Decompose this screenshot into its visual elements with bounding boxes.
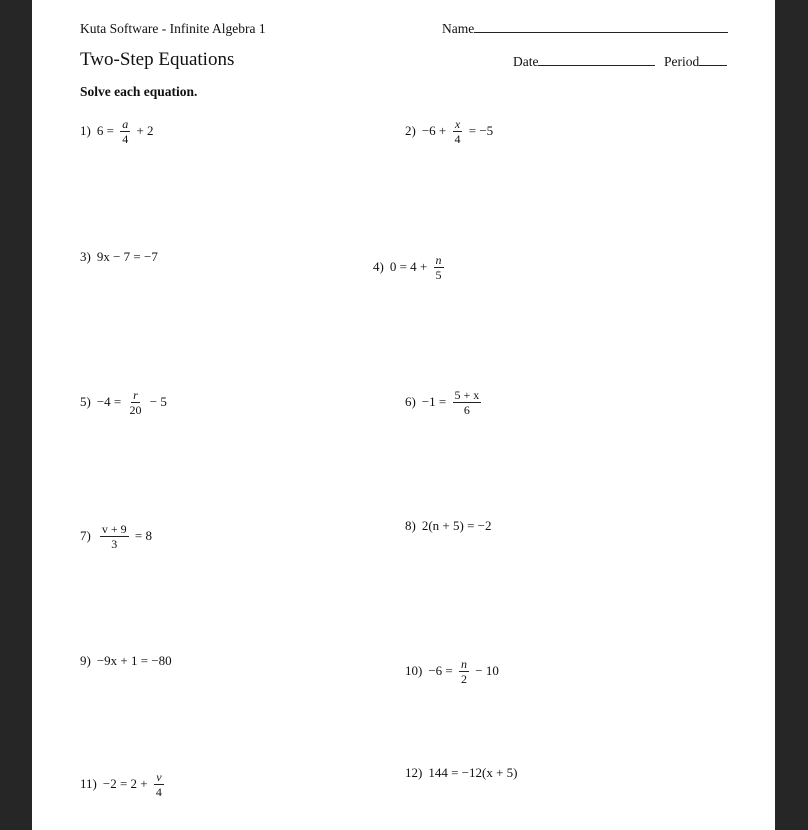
equation-text: −9x + 1 = −80 [96, 653, 172, 668]
period-blank [699, 64, 727, 66]
problem-number: 6) [405, 394, 416, 409]
fraction [128, 388, 144, 417]
problem-number: 5) [80, 394, 91, 409]
problem-number: 10) [405, 663, 423, 678]
problem-3 [80, 240, 158, 274]
numerator: a [122, 116, 129, 131]
period-field [664, 54, 727, 70]
numerator: r [133, 387, 138, 402]
problem-12 [405, 756, 518, 790]
problem-6 [405, 385, 484, 419]
fraction [100, 522, 129, 551]
problem-7 [80, 519, 152, 553]
equation-text: 2(n + 5) = −2 [421, 518, 492, 533]
name-field [442, 21, 728, 37]
problem-number: 3) [80, 249, 91, 264]
equation-text: −6 = [428, 663, 457, 678]
problem-number: 12) [405, 765, 423, 780]
numerator: v [156, 769, 162, 784]
equation-text: − 10 [472, 663, 499, 678]
problem-number: 7) [80, 528, 91, 543]
denominator: 4 [454, 131, 461, 146]
problem-number: 2) [405, 123, 416, 138]
numerator: v + 9 [101, 521, 127, 536]
equation-text: 0 = 4 + [389, 259, 431, 274]
problem-8 [405, 509, 492, 543]
equation-text: = 8 [131, 528, 152, 543]
date-label: Date [513, 54, 539, 69]
denominator: 6 [463, 402, 470, 417]
denominator: 4 [122, 131, 129, 146]
problem-4 [373, 250, 447, 284]
numerator: n [461, 656, 468, 671]
instructions: Solve each equation. [80, 84, 198, 99]
date-field [513, 54, 655, 70]
equation-text: 144 = −12(x + 5) [428, 765, 518, 780]
denominator: 20 [129, 402, 142, 417]
denominator: 5 [435, 267, 442, 282]
numerator: n [435, 252, 442, 267]
problem-number: 8) [405, 518, 416, 533]
equation-text: = −5 [465, 123, 494, 138]
denominator: 3 [111, 536, 118, 551]
worksheet-page [32, 0, 775, 830]
fraction [154, 770, 164, 799]
problem-number: 1) [80, 123, 91, 138]
name-label: Name [442, 21, 475, 36]
problem-1 [80, 114, 154, 148]
problem-10 [405, 654, 499, 688]
equation-text: 9x − 7 = −7 [96, 249, 158, 264]
equation-text: −2 = 2 + [102, 776, 151, 791]
name-blank [474, 31, 728, 33]
worksheet-title: Two-Step Equations [80, 49, 235, 70]
fraction [434, 253, 444, 282]
equation-text: − 5 [146, 394, 167, 409]
equation-text: −4 = [96, 394, 125, 409]
denominator: 2 [461, 671, 468, 686]
period-label: Period [664, 54, 700, 69]
fraction [453, 388, 482, 417]
problem-2 [405, 114, 493, 148]
numerator: x [454, 116, 461, 131]
numerator: 5 + x [454, 387, 480, 402]
denominator: 4 [155, 784, 162, 799]
publisher-label: Kuta Software - Infinite Algebra 1 [80, 21, 266, 36]
equation-text: −6 + [421, 123, 450, 138]
fraction [459, 657, 469, 686]
equation-text: 6 = [96, 123, 118, 138]
equation-text: −1 = [421, 394, 450, 409]
equation-text: + 2 [133, 123, 154, 138]
problem-5 [80, 385, 167, 419]
date-blank [538, 64, 655, 66]
problem-number: 11) [80, 776, 97, 791]
fraction [453, 117, 463, 146]
fraction [120, 117, 130, 146]
problem-number: 9) [80, 653, 91, 668]
problem-9 [80, 644, 172, 678]
problem-number: 4) [373, 259, 384, 274]
problem-11 [80, 767, 167, 801]
